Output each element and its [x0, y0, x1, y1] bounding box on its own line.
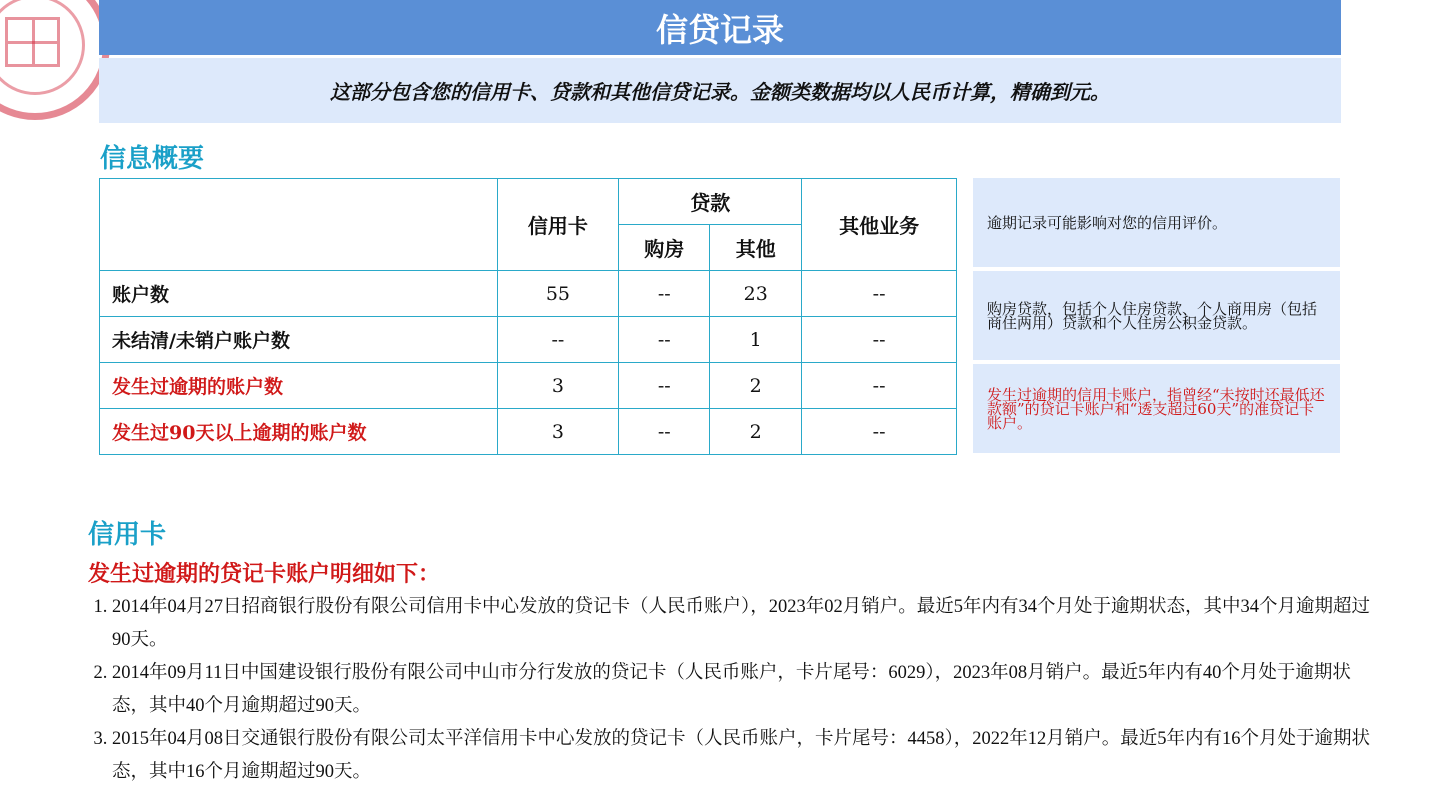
table-row [100, 363, 957, 409]
credit-card-section-title: 信用卡 [88, 520, 167, 550]
row-label: 发生过逾期的账户数 [100, 363, 498, 409]
col-header-loan: 贷款 [619, 179, 802, 225]
overview-title: 信息概要 [100, 144, 205, 174]
page-title: 信贷记录 [99, 0, 1341, 55]
cell-other-business: -- [802, 271, 957, 317]
table-row [100, 317, 957, 363]
col-header-other: 其他 [710, 225, 802, 271]
notes-panel [973, 178, 1340, 454]
intro-text: 这部分包含您的信用卡、贷款和其他信贷记录。金额类数据均以人民币计算，精确到元。 [330, 80, 1110, 104]
overview-table [99, 178, 957, 455]
cell-other: 2 [710, 409, 802, 455]
cell-other: 2 [710, 363, 802, 409]
cell-other-business: -- [802, 317, 957, 363]
intro-banner [99, 58, 1341, 123]
cell-credit-card: 3 [497, 363, 619, 409]
table-row [100, 409, 957, 455]
list-item: 2. 2014年09月11日中国建设银行股份有限公司中山市分行发放的贷记卡（人民币账户，卡片尾号：6029），2023年08月销户。最近5年内有40个月处于逾期状态，其中40个月逾期超过90天。 [112, 657, 1374, 723]
overdue-account-list [88, 591, 1374, 789]
cell-credit-card: 3 [497, 409, 619, 455]
note-overdue-definition: 发生过逾期的信用卡账户，指曾经“未按时还最低还款额”的贷记卡账户和“透支超过60天”的准贷记卡账户。 [973, 364, 1340, 453]
cell-housing: -- [619, 271, 710, 317]
cell-other: 23 [710, 271, 802, 317]
list-item: 1. 2014年04月27日招商银行股份有限公司信用卡中心发放的贷记卡（人民币账户），2023年02月销户。最近5年内有34个月处于逾期状态，其中34个月逾期超过90天。 [112, 591, 1374, 657]
list-item: 3. 2015年04月08日交通银行股份有限公司太平洋信用卡中心发放的贷记卡（人民币账户，卡片尾号：4458），2022年12月销户。最近5年内有16个月处于逾期状态，其中16个月逾期超过90天。 [112, 723, 1374, 789]
table-row [100, 271, 957, 317]
col-header-credit-card: 信用卡 [497, 179, 619, 271]
cell-housing: -- [619, 317, 710, 363]
cell-housing: -- [619, 363, 710, 409]
overdue-accounts-heading: 发生过逾期的贷记卡账户明细如下： [88, 561, 441, 587]
row-label: 发生过90天以上逾期的账户数 [100, 409, 498, 455]
table-corner [100, 179, 498, 271]
col-header-other-business: 其他业务 [802, 179, 957, 271]
cell-credit-card: -- [497, 317, 619, 363]
col-header-housing: 购房 [619, 225, 710, 271]
bank-seal-icon [0, 0, 110, 120]
note-overdue-impact: 逾期记录可能影响对您的信用评价。 [973, 178, 1340, 267]
row-label: 未结清/未销户账户数 [100, 317, 498, 363]
note-housing-loan: 购房贷款，包括个人住房贷款、个人商用房（包括商住两用）贷款和个人住房公积金贷款。 [973, 271, 1340, 360]
row-label: 账户数 [100, 271, 498, 317]
cell-other-business: -- [802, 363, 957, 409]
cell-other: 1 [710, 317, 802, 363]
cell-credit-card: 55 [497, 271, 619, 317]
cell-housing: -- [619, 409, 710, 455]
cell-other-business: -- [802, 409, 957, 455]
